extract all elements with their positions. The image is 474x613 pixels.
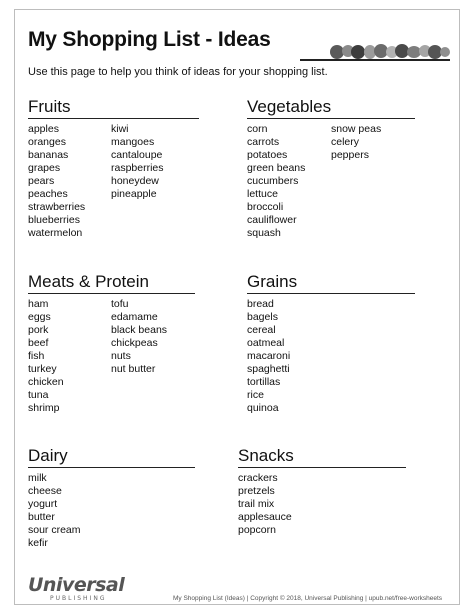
list-item: macaroni bbox=[247, 350, 291, 362]
list-item: milk bbox=[28, 472, 47, 484]
list-item: spaghetti bbox=[247, 363, 290, 375]
list-item: bagels bbox=[247, 311, 278, 323]
section-title-grains: Grains bbox=[247, 272, 415, 294]
section-grains bbox=[247, 272, 415, 415]
section-vegetables bbox=[247, 97, 415, 240]
logo-wordmark: Universal bbox=[28, 574, 125, 596]
list-item: edamame bbox=[111, 311, 158, 323]
list-item: bread bbox=[247, 298, 274, 310]
section-fruits bbox=[28, 97, 199, 240]
list-item: oatmeal bbox=[247, 337, 285, 349]
list-item: squash bbox=[247, 227, 281, 239]
list-item: kefir bbox=[28, 537, 48, 549]
list-item: celery bbox=[331, 136, 360, 148]
list-item: tortillas bbox=[247, 376, 281, 388]
list-item: crackers bbox=[238, 472, 278, 484]
list-item: honeydew bbox=[111, 175, 159, 187]
list-item: pears bbox=[28, 175, 55, 187]
list-item: black beans bbox=[111, 324, 168, 336]
list-item: pork bbox=[28, 324, 49, 336]
logo-subtext: PUBLISHING bbox=[50, 595, 107, 602]
list-item: eggs bbox=[28, 311, 51, 323]
list-item: kiwi bbox=[111, 123, 129, 135]
list-item: turkey bbox=[28, 363, 57, 375]
list-item: lettuce bbox=[247, 188, 278, 200]
list-item: pineapple bbox=[111, 188, 157, 200]
footer-text: My Shopping List (Ideas) | Copyright © 2018, Universal Publishing | upub.net/free-worksheets bbox=[173, 595, 443, 602]
list-item: nuts bbox=[111, 350, 131, 362]
list-item: blueberries bbox=[28, 214, 80, 226]
list-item: broccoli bbox=[247, 201, 284, 213]
list-item: grapes bbox=[28, 162, 61, 174]
list-item: oranges bbox=[28, 136, 66, 148]
worksheet-page bbox=[14, 9, 460, 605]
page-subtitle: Use this page to help you think of ideas for your shopping list. bbox=[28, 66, 328, 78]
list-item: quinoa bbox=[247, 402, 279, 414]
list-item: tofu bbox=[111, 298, 129, 310]
list-item: green beans bbox=[247, 162, 306, 174]
list-item: cantaloupe bbox=[111, 149, 163, 161]
list-item: trail mix bbox=[238, 498, 275, 510]
list-item: cauliflower bbox=[247, 214, 297, 226]
list-item: rice bbox=[247, 389, 264, 401]
list-item: yogurt bbox=[28, 498, 58, 510]
list-column bbox=[28, 472, 81, 550]
list-item: potatoes bbox=[247, 149, 288, 161]
list-column bbox=[247, 298, 290, 415]
list-item: strawberries bbox=[28, 201, 86, 213]
list-item: raspberries bbox=[111, 162, 164, 174]
fruits-and-vegetables-icon bbox=[329, 40, 451, 60]
list-item: apples bbox=[28, 123, 59, 135]
list-column bbox=[28, 298, 111, 415]
list-column bbox=[111, 123, 164, 240]
list-column bbox=[238, 472, 292, 537]
list-item: nut butter bbox=[111, 363, 156, 375]
list-item: cheese bbox=[28, 485, 62, 497]
section-title-dairy: Dairy bbox=[28, 446, 195, 468]
list-item: sour cream bbox=[28, 524, 81, 536]
list-item: carrots bbox=[247, 136, 280, 148]
list-item: watermelon bbox=[28, 227, 83, 239]
list-item: peppers bbox=[331, 149, 369, 161]
list-item: tuna bbox=[28, 389, 49, 401]
list-item: mangoes bbox=[111, 136, 155, 148]
list-item: popcorn bbox=[238, 524, 276, 536]
section-title-fruits: Fruits bbox=[28, 97, 199, 119]
section-title-vegetables: Vegetables bbox=[247, 97, 415, 119]
list-item: applesauce bbox=[238, 511, 292, 523]
section-snacks bbox=[238, 446, 406, 537]
list-item: beef bbox=[28, 337, 49, 349]
list-item: bananas bbox=[28, 149, 69, 161]
list-column bbox=[247, 123, 331, 240]
section-title-snacks: Snacks bbox=[238, 446, 406, 468]
list-column bbox=[28, 123, 111, 240]
list-item: ham bbox=[28, 298, 49, 310]
list-item: peaches bbox=[28, 188, 68, 200]
list-item: cereal bbox=[247, 324, 276, 336]
page-title: My Shopping List - Ideas bbox=[28, 28, 271, 51]
list-item: corn bbox=[247, 123, 268, 135]
section-title-meats-protein: Meats & Protein bbox=[28, 272, 195, 294]
list-column bbox=[111, 298, 167, 415]
list-item: pretzels bbox=[238, 485, 275, 497]
list-item: chicken bbox=[28, 376, 64, 388]
list-item: shrimp bbox=[28, 402, 60, 414]
publisher-logo bbox=[28, 575, 124, 603]
section-meats-protein bbox=[28, 272, 195, 415]
section-dairy bbox=[28, 446, 195, 550]
list-item: cucumbers bbox=[247, 175, 299, 187]
list-item: chickpeas bbox=[111, 337, 158, 349]
list-item: fish bbox=[28, 350, 45, 362]
list-item: snow peas bbox=[331, 123, 382, 135]
list-item: butter bbox=[28, 511, 55, 523]
list-column bbox=[331, 123, 381, 240]
